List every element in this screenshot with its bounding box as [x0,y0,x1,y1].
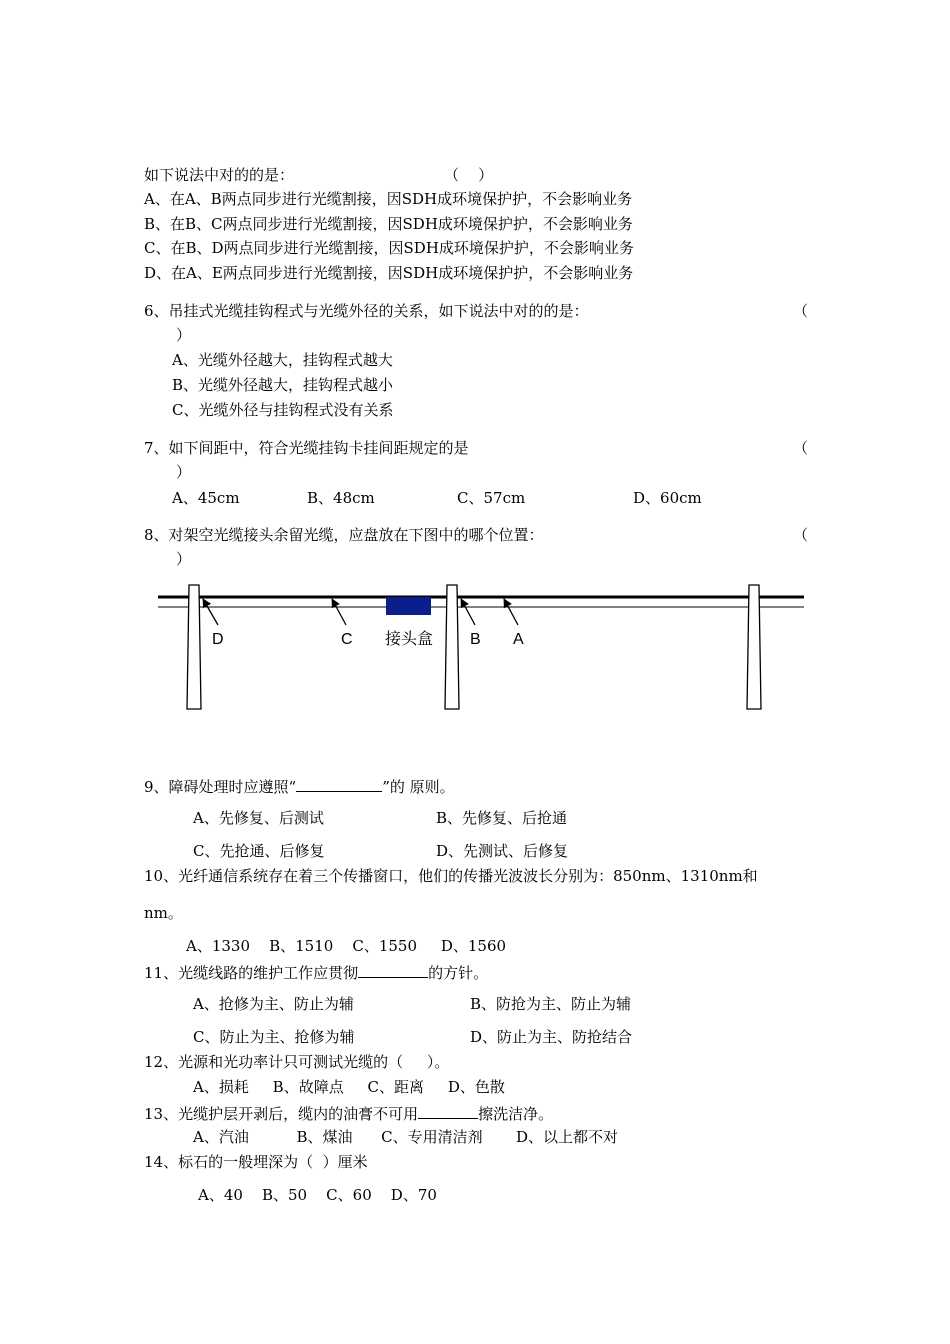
q5-option-b: B、在B、C两点同步进行光缆割接，因SDH成环境保护护，不会影响业务 [144,215,633,233]
arrow-a [504,599,518,625]
pole-left [187,585,201,709]
q9-stem-after: ”的 原则。 [382,778,455,796]
q12-stem: 12、光源和光功率计只可测试光缆的（ ）。 [144,1053,450,1071]
q13-blank [418,1102,478,1119]
q13-stem-before: 13、光缆护层开剥后，缆内的油膏不可用 [144,1105,419,1123]
q5-option-d: D、在A、E两点同步进行光缆割接，因SDH成环境保护护，不会影响业务 [144,264,634,282]
q5-option-a: A、在A、B两点同步进行光缆割接，因SDH成环境保护护，不会影响业务 [144,190,633,208]
q14-options: A、40 B、50 C、60 D、70 [198,1186,437,1204]
joint-box [386,597,431,615]
q7-option-c: C、57cm [457,489,526,507]
q11-option-c: C、防止为主、抢修为辅 [193,1028,355,1046]
label-b: B [470,631,481,648]
q6-option-b: B、光缆外径越大，挂钩程式越小 [172,376,394,394]
label-c: C [341,631,353,648]
q10-stem: 10、光纤通信系统存在着三个传播窗口，他们的传播光波波长分别为：850nm、1310nm和 [144,867,758,885]
q10-stem-line2: nm。 [144,904,183,922]
q11-option-d: D、防止为主、防抢结合 [470,1028,633,1046]
q7-option-d: D、60cm [633,489,702,507]
q9-option-c: C、先抢通、后修复 [193,842,325,860]
q6-paren-open: （ [793,302,809,320]
q8-stem: 8、对架空光缆接头余留光缆，应盘放在下图中的哪个位置： [144,526,544,544]
q13-stem [144,1102,553,1124]
q9-option-b: B、先修复、后抢通 [436,809,568,827]
arrow-c [332,599,346,625]
q6-option-a: A、光缆外径越大，挂钩程式越大 [172,351,393,369]
q7-option-a: A、45cm [172,489,240,507]
q8-paren-open: （ [793,526,809,544]
q7-option-b: B、48cm [307,489,375,507]
q5-stem: 如下说法中对的的是： [144,166,295,184]
q11-stem [144,961,488,983]
q9-option-d: D、先测试、后修复 [436,842,569,860]
q5-option-c: C、在B、D两点同步进行光缆割接，因SDH成环境保护护，不会影响业务 [144,239,634,257]
q5-answer-paren: （ ） [444,166,494,184]
q11-stem-after: 的方针。 [428,964,489,982]
q13-stem-after: 擦洗洁净。 [478,1105,554,1123]
q7-paren-open: （ [793,439,809,457]
q9-option-a: A、先修复、后测试 [193,809,324,827]
q6-option-c: C、光缆外径与挂钩程式没有关系 [172,401,394,419]
arrow-d [203,599,218,625]
pole-right [747,585,761,709]
q11-stem-before: 11、光缆线路的维护工作应贯彻 [144,964,359,982]
label-d: D [212,631,224,648]
q6-stem: 6、吊挂式光缆挂钩程式与光缆外径的关系，如下说法中对的的是： [144,302,589,320]
q10-options: A、1330 B、1510 C、1550 D、1560 [186,937,507,955]
label-a: A [513,631,524,648]
q11-option-a: A、抢修为主、防止为辅 [193,995,354,1013]
q9-blank [296,775,382,792]
q9-stem-before: 9、障碍处理时应遵照“ [144,778,297,796]
q14-stem: 14、标石的一般埋深为（ ）厘米 [144,1153,368,1171]
q11-option-b: B、防抢为主、防止为辅 [470,995,632,1013]
q9-stem [144,775,455,797]
q13-options: A、汽油 B、煤油 C、专用清洁剂 D、以上都不对 [193,1128,619,1146]
label-joint-box: 接头盒 [385,629,434,648]
q6-paren-close: ） [176,326,192,344]
q7-paren-close: ） [176,463,192,481]
q7-stem: 7、如下间距中，符合光缆挂钩卡挂间距规定的是 [144,439,469,457]
q12-options: A、损耗 B、故障点 C、距离 D、色散 [193,1078,505,1096]
q8-paren-close: ） [176,550,192,568]
q11-blank [358,961,428,978]
pole-middle [445,585,459,709]
arrow-b [461,599,475,625]
